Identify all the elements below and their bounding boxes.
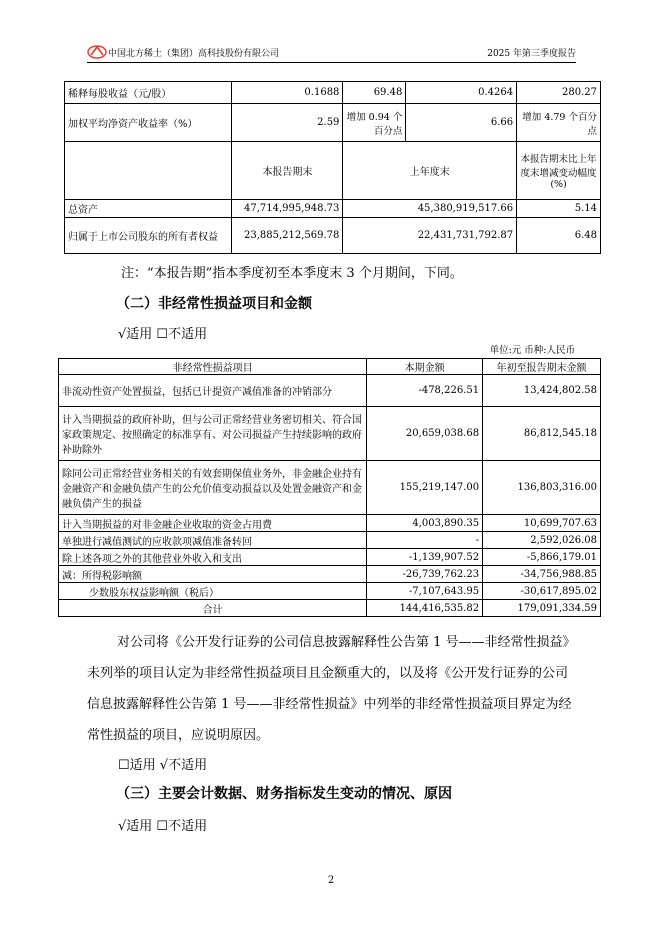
table-row (59, 549, 601, 566)
cell-value: 6.66 (406, 104, 517, 142)
cell-value: 2.59 (232, 104, 343, 142)
section-3-option: √适用 ☐不适用 (118, 819, 208, 834)
ytd-cell: 10,699,707.63 (483, 515, 601, 532)
cell-value: 280.27 (517, 82, 601, 104)
key-financial-table (64, 81, 601, 254)
company-logo-icon (87, 44, 107, 59)
eps-row (65, 82, 601, 104)
column-header: 上年度末 (343, 142, 517, 200)
period-note: 注：“本报告期”指本季度初至本季度末 3 个月期间，下同。 (121, 266, 463, 281)
roe-row (65, 104, 601, 142)
current-cell: 20,659,038.68 (367, 407, 483, 461)
table-row (59, 583, 601, 600)
table-header-row (59, 359, 601, 375)
cell-value: 23,885,212,569.78 (232, 218, 343, 254)
unit-label: 单位:元 币种:人民币 (489, 345, 575, 356)
current-cell: - (367, 532, 483, 549)
column-header: 本报告期末比上年度末增减变动幅度(%) (517, 142, 601, 200)
cell-value: 69.48 (343, 82, 406, 104)
column-header: 非经常性损益项目 (59, 359, 367, 375)
ytd-cell: -5,866,179.01 (483, 549, 601, 566)
current-cell: -478,226.51 (367, 375, 483, 407)
item-cell: 单独进行减值测试的应收款项减值准备转回 (59, 532, 367, 549)
item-cell: 计入当期损益的对非金融企业收取的资金占用费 (59, 515, 367, 532)
current-cell: 144,416,535.82 (367, 600, 483, 617)
equity-row (65, 218, 601, 254)
total-assets-row (65, 200, 601, 218)
table-row (59, 566, 601, 583)
ytd-cell: 13,424,802.58 (483, 375, 601, 407)
page-header (87, 44, 576, 63)
ytd-cell: 136,803,316.00 (483, 461, 601, 515)
item-cell: 少数股东权益影响额（税后） (59, 583, 367, 600)
item-cell: 除同公司正常经营业务相关的有效套期保值业务外，非金融企业持有金融资产和金融负债产生的公允价值变动损益以及处置金融资产和金融负债产生的损益 (59, 461, 367, 515)
ytd-cell: -30,617,895.02 (483, 583, 601, 600)
item-cell: 除上述各项之外的其他营业外收入和支出 (59, 549, 367, 566)
table-row (59, 375, 601, 407)
row-label: 总资产 (65, 200, 232, 218)
section-3-title: （三）主要会计数据、财务指标发生变动的情况、原因 (116, 786, 452, 802)
cell-value: 0.4264 (406, 82, 517, 104)
option-2: ☐适用 √不适用 (118, 758, 208, 773)
row-label: 归属于上市公司股东的所有者权益 (65, 218, 232, 254)
item-cell: 合计 (59, 600, 367, 617)
row-label: 加权平均净资产收益率（%） (65, 104, 232, 142)
explanation-paragraph: 对公司将《公开发行证券的公司信息披露解释性公告第 1 号——非经常性损益》未列举的项目认定为非经常性损益项目且金额重大的，以及将《公开发行证券的公司信息披露解释性公告第 1 号——非经常性损益》中列举的非经常性损益项目界定为经常性损益的项目，应说明原因。 (87, 635, 576, 743)
ytd-cell: 2,592,026.08 (483, 532, 601, 549)
cell-value: 6.48 (517, 218, 601, 254)
item-cell: 计入当期损益的政府补助，但与公司正常经营业务密切相关、符合国家政策规定、按照确定的标准享有、对公司损益产生持续影响的政府补助除外 (59, 407, 367, 461)
ytd-cell: -34,756,988.85 (483, 566, 601, 583)
total-row (59, 600, 601, 617)
cell-value: 22,431,731,792.87 (343, 218, 517, 254)
cell-value: 增加 4.79 个百分点 (517, 104, 601, 142)
column-header: 本报告期末 (232, 142, 343, 200)
table-row (59, 515, 601, 532)
current-cell: 4,003,890.35 (367, 515, 483, 532)
item-cell: 非流动性资产处置损益，包括已计提资产减值准备的冲销部分 (59, 375, 367, 407)
page-number: 2 (327, 875, 335, 886)
table-row (59, 407, 601, 461)
column-header: 本期金额 (367, 359, 483, 375)
section-2-option: √适用 ☐不适用 (118, 327, 208, 342)
cell-value: 增加 0.94 个百分点 (343, 104, 406, 142)
current-cell: 155,219,147.00 (367, 461, 483, 515)
current-cell: -26,739,762.23 (367, 566, 483, 583)
table-row (59, 532, 601, 549)
company-name: 中国北方稀土（集团）高科技股份有限公司 (108, 49, 280, 59)
cell-value: 0.1688 (232, 82, 343, 104)
cell-value: 47,714,995,948.73 (232, 200, 343, 218)
header-row (65, 142, 601, 200)
cell-value: 5.14 (517, 200, 601, 218)
report-title: 2025 年第三季度报告 (487, 49, 576, 59)
row-label: 稀释每股收益（元/股） (65, 82, 232, 104)
section-2-title: （二）非经常性损益项目和金额 (116, 296, 312, 312)
column-header: 年初至报告期末金额 (483, 359, 601, 375)
current-cell: -7,107,643.95 (367, 583, 483, 600)
ytd-cell: 86,812,545.18 (483, 407, 601, 461)
ytd-cell: 179,091,334.59 (483, 600, 601, 617)
table-row (59, 461, 601, 515)
current-cell: -1,139,907.52 (367, 549, 483, 566)
non-recurring-table (58, 358, 601, 617)
item-cell: 减：所得税影响额 (59, 566, 367, 583)
cell-value: 45,380,919,517.66 (343, 200, 517, 218)
